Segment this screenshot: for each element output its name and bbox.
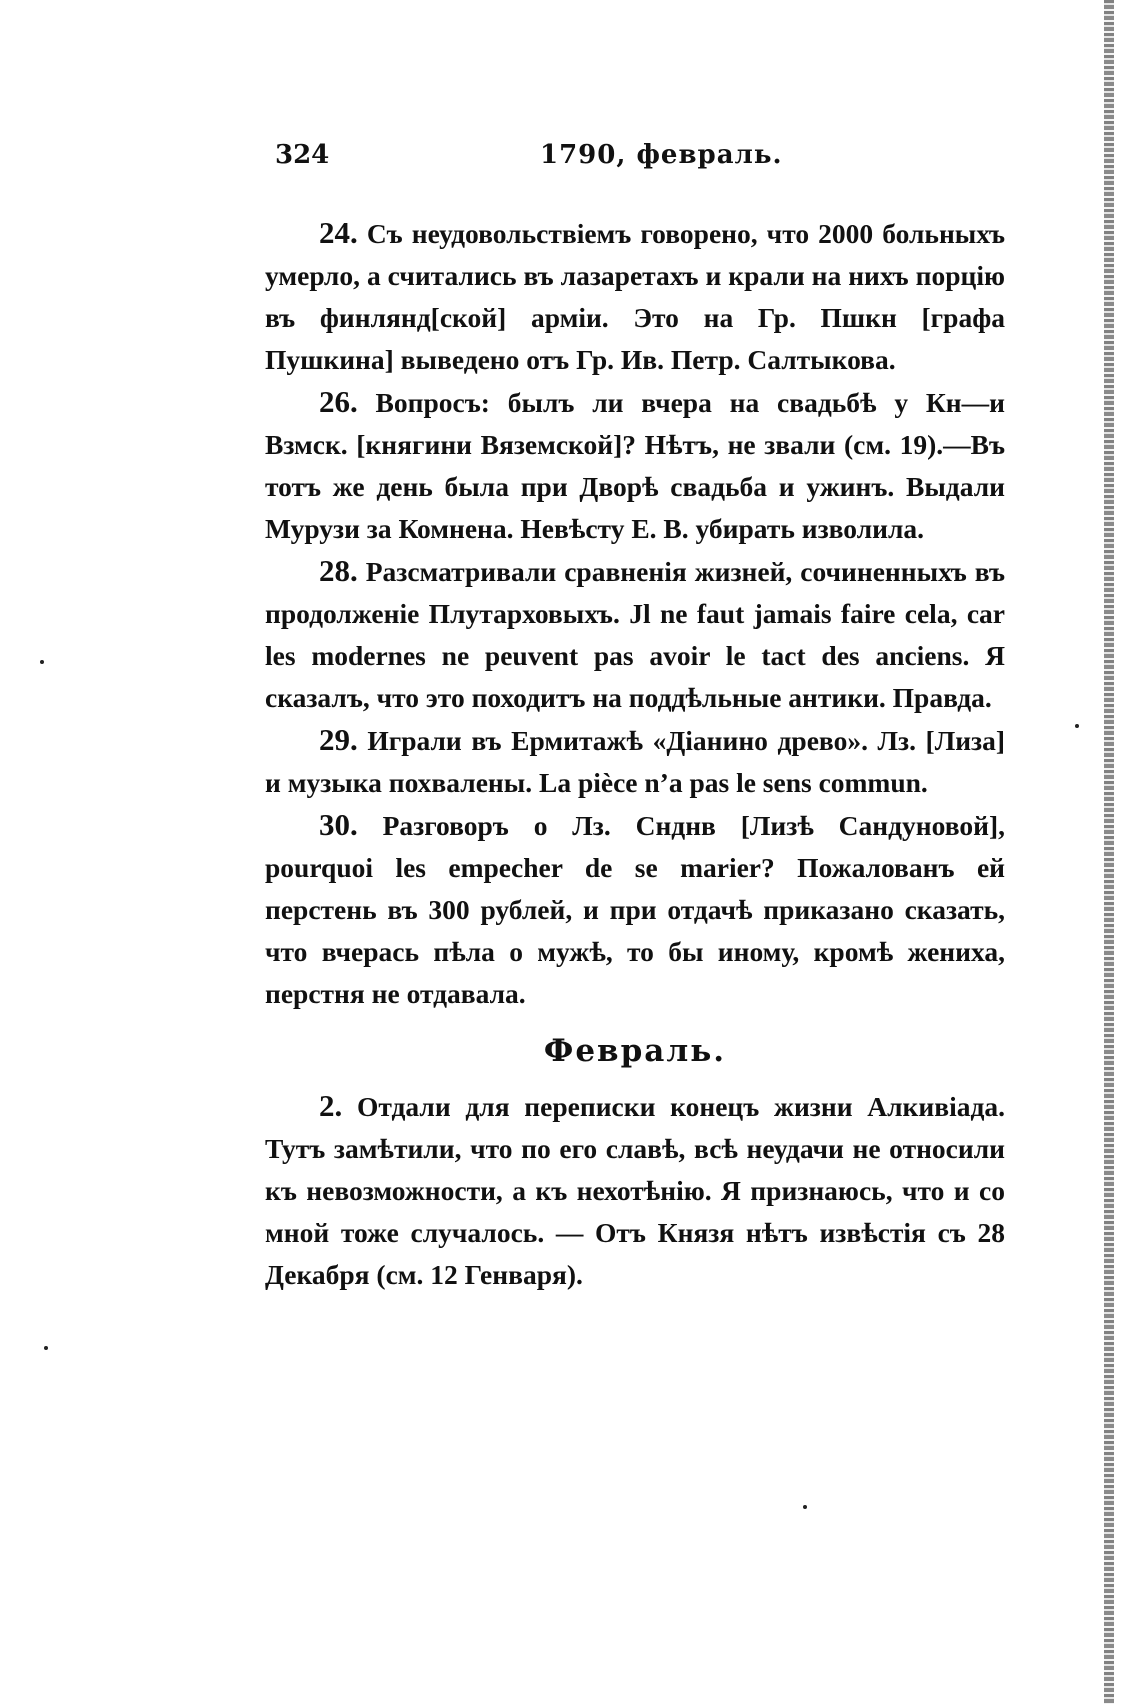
entry-text: Играли въ Ермитажѣ «Діанино древо». Лз. [Лиза] и музыка похвалены. La pièce n’a pas le sens commun.: [265, 725, 1005, 798]
entry-number: 28.: [319, 553, 358, 588]
diary-entry: [265, 212, 1005, 381]
entry-text: Разговоръ о Лз. Снднв [Лизѣ Сандуновой], pourquoi les empecher de se marier? Пожалованъ ей перстень въ 300 рублей, и при отдачѣ приказано сказать, что вчерась пѣла о мужѣ, то бы иному, кромѣ жениха, перстня не отдавала.: [265, 810, 1005, 1009]
entry-text: Отдали для переписки конецъ жизни Алкивіада. Тутъ замѣтили, что по его славѣ, всѣ неудачи не относили къ невозможности, а къ нехотѣнію. Я признаюсь, что и со мной тоже случалось. — Отъ Князя нѣтъ извѣстія съ 28 Декабря (см. 12 Генваря).: [265, 1091, 1006, 1290]
entry-text: Разсматривали сравненія жизней, сочиненныхъ въ продолженіе Плутарховыхъ. Jl ne faut jamais faire cela, car les modernes ne peuvent pas avoir le tact des anciens. Я сказалъ, что это походитъ на поддѣльные антики. Правда.: [265, 556, 1005, 713]
body-text: [265, 212, 1005, 1296]
entry-number: 30.: [319, 807, 358, 842]
section-heading: Февраль.: [543, 1033, 727, 1069]
running-head: 1790, февраль.: [540, 140, 783, 170]
entry-number: 29.: [319, 722, 358, 757]
diary-entry: [265, 381, 1005, 550]
scan-speck: [803, 1505, 807, 1509]
entry-number: 24.: [319, 215, 358, 250]
entry-text: Съ неудовольствіемъ говорено, что 2000 больныхъ умерло, а считались въ лазаретахъ и крали на нихъ порцію въ финлянд[ской] арміи. Это на Гр. Пшкн [графа Пушкина] выведено отъ Гр. Ив. Петр. Салтыкова.: [265, 218, 1006, 375]
entry-number: 26.: [319, 384, 358, 419]
page-number: 324: [275, 140, 330, 170]
diary-entry: [265, 719, 1005, 804]
diary-entry: [265, 1085, 1005, 1296]
entry-text: Вопросъ: былъ ли вчера на свадьбѣ у Кн—и Взмск. [княгини Вяземской]? Нѣтъ, не звали (см. 19).—Въ тотъ же день была при Дворѣ свадьба и ужинъ. Выдали Мурузи за Комнена. Невѣсту Е. В. убирать изволила.: [265, 387, 1005, 544]
diary-entry: [265, 550, 1005, 719]
scan-edge-artifact: [1104, 0, 1114, 1704]
scan-speck: [44, 1346, 48, 1350]
entry-number: 2.: [319, 1088, 343, 1123]
scan-speck: [40, 660, 44, 664]
scan-speck: [1075, 724, 1079, 728]
diary-entry: [265, 804, 1005, 1015]
